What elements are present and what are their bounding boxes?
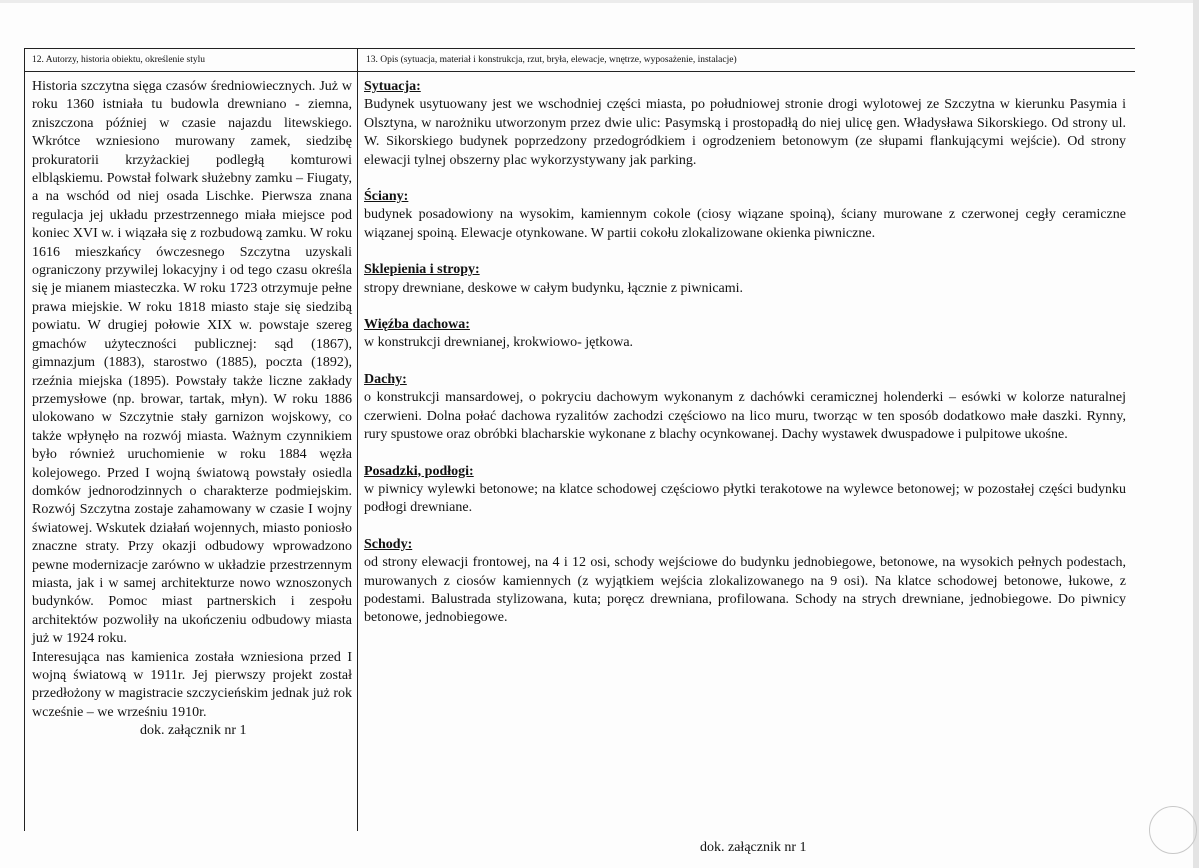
history-paragraph: Historia szczytna sięga czasów średniowiecznych. Już w roku 1360 istniała tu budowla drewniano - ziemna, zniszczona później w czasie najazdu litewskiego. Wkrótce wzniesiono murowany zamek, siedzibę prokuratorii krzyżackiej podległą komturowi elbląskiemu. Powstał folwark służebny zamku – Fiugaty, a na wschód od niej osada Lischke. Pierwsza znana regulacja jej układu przestrzennego miała miejsce pod koniec XVI w. i wiązała się z rozbudową zamku. W roku 1616 mieszkańcy ówczesnego Szczytna uzyskali ograniczony przywilej lokacyjny i od tego czasu określa się je mianem miasteczka. W roku 1723 otrzymuje pełne prawa miejskie. W roku 1818 miasto staje się siedzibą powiatu. W drugiej połowie XIX w. powstaje szereg gmachów użyteczności publicznej: sąd (1867), gimnazjum (1883), starostwo (1885), poczta (1892), rzeźnia miejska (1895). Powstały także liczne zakłady przemysłowe (np. browar, tartak, młyn). W roku 1886 ulokowano w Szczytnie stały garnizon wojskowy, co także wpłynęło na rozwój miasta. Ważnym czynnikiem było również uruchomienie w roku 1884 węzła kolejowego. Przed I wojną światową powstały osiedla domków jednorodzinnych o charakterze podmiejskim. Rozwój Szczytna zostaje zahamowany w czasie I wojny światowej. Wskutek działań wojennych, miasto poniosło znaczne straty. Przy okazji odbudowy wprowadzono pewne modernizacje zarówno w układzie przestrzennym miasta, jak i w samej architekturze nowo wznoszonych budynków. Pomoc miast partnerskich i zespołu architektów pozwoliły na ukończeniu odbudowy miasta już w 1924 roku. xyxy=(32,79,352,647)
table-top-border xyxy=(24,48,1135,49)
section-title: Więźba dachowa: xyxy=(364,317,470,333)
form-table xyxy=(24,48,1135,855)
section-floors xyxy=(364,463,1126,518)
section-text: w piwnicy wylewki betonowe; na klatce schodowej częściowo płytki terakotowe na wylewce betonowej; w pozostałej części budynku podłogi drewniane. xyxy=(364,481,1126,516)
section-text: od strony elewacji frontowej, na 4 i 12 osi, schody wejściowe do budynku jednobiegowe, betonowe, na wysokich pełnych podestach, murowanych z ciosów kamiennych (z wyjątkiem wejścia zlokalizowanego na 9 osi). Na klatce schodowej betonowe, łukowe, z podestami. Balustrada stylizowana, kuta; poręcz drewniana, profilowana. Schody na strych drewniane, jednobiegowe. Do piwnicy betonowe, jednobiegowe. xyxy=(364,555,1126,626)
section-text: stropy drewniane, deskowe w całym budynku, łącznie z piwnicami. xyxy=(364,280,744,296)
history-paragraph-building: Interesująca nas kamienica została wzniesiona przed I wojną światową w 1911r. Jej pierwszy projekt został przedłożony w magistracie szczycieńskim jednak już rok wcześnie – we wrześniu 1910r. xyxy=(32,649,352,720)
section-situation xyxy=(364,78,1126,170)
description-attachment-note: dok. załącznik nr 1 xyxy=(700,840,807,855)
section-text: o konstrukcji mansardowej, o pokryciu dachowym wykonanym z dachówki ceramicznej holenderki – esówki w kolorze naturalnej czerwieni. Dolna połać dachowa ryzalitów zachodzi częściowo na lico muru, tworząc w ten sposób dodatkowo małe daszki. Rynny, rury spustowe oraz obróbki blacharskie wykonane z blachy ocynkowanej. Dachy wystawek dwuspadowe i pulpitowe ukośne. xyxy=(364,390,1126,443)
section-walls xyxy=(364,188,1126,243)
table-column-divider xyxy=(357,48,358,831)
section-roofs xyxy=(364,371,1126,445)
section-roof-truss xyxy=(364,316,1126,353)
section-title: Sklepienia i stropy: xyxy=(364,262,480,278)
column-header-history: 12. Autorzy, historia obiektu, określenie stylu xyxy=(32,55,205,65)
table-left-border xyxy=(24,48,25,831)
scan-edge-top xyxy=(0,0,1199,3)
section-text: Budynek usytuowany jest we wschodniej części miasta, po południowej stronie drogi wylotowej ze Szczytna w kierunku Pasymia i Olsztyna, w narożniku utworzonym przez dwie ulic: Pasymską i prostopadłą do niej ulicę gen. Władysława Sikorskiego. Od strony ul. W. Sikorskiego budynek poprzedzony przedogródkiem i ogrodzeniem betonowym (ze słupami flankującymi wejście). Od strony elewacji tylnej obszerny plac wykorzystywany jak parking. xyxy=(364,97,1126,168)
section-title: Ściany: xyxy=(364,189,409,205)
section-text: budynek posadowiony na wysokim, kamiennym cokole (ciosy wiązane spoiną), ściany murowane z czerwonej cegły ceramiczne wiązanej spoiną. Elewacje otynkowane. W partii cokołu zlokalizowane okienka piwniczne. xyxy=(364,207,1126,241)
section-title: Sytuacja: xyxy=(364,79,421,94)
section-title: Schody: xyxy=(364,536,413,552)
section-ceilings xyxy=(364,261,1126,298)
punch-hole-mark xyxy=(1149,806,1197,854)
history-attachment-note: dok. załącznik nr 1 xyxy=(140,723,247,739)
description-column xyxy=(364,78,1126,646)
section-title: Posadzki, podłogi: xyxy=(364,463,474,479)
section-stairs xyxy=(364,536,1126,628)
section-text: w konstrukcji drewnianej, krokwiowo- jętkowa. xyxy=(364,335,634,351)
scan-edge-right xyxy=(1193,0,1199,868)
history-column xyxy=(32,78,352,741)
column-header-description: 13. Opis (sytuacja, materiał i konstrukcja, rzut, bryła, elewacje, wnętrze, wyposażenie, instalacje) xyxy=(366,55,737,65)
table-header-border xyxy=(24,71,1135,72)
section-title: Dachy: xyxy=(364,371,407,387)
